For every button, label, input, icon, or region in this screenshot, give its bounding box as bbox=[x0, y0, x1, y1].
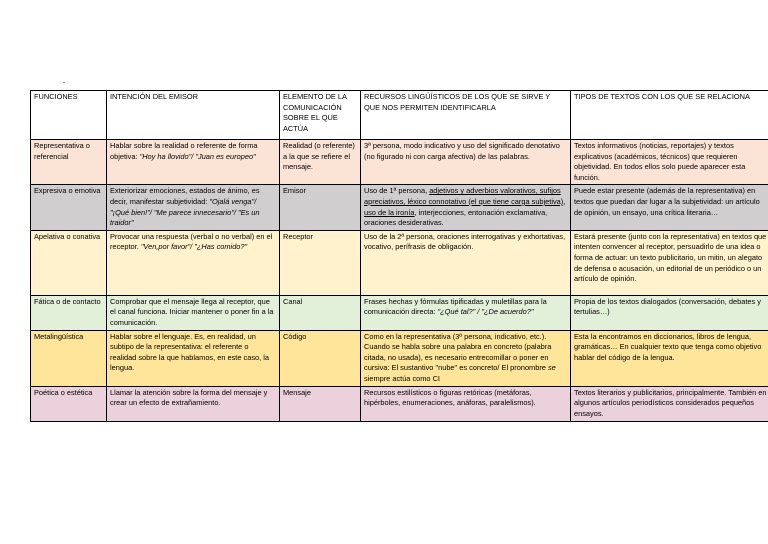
header-intencion: INTENCIÓN DEL EMISOR bbox=[107, 91, 280, 140]
text: , bbox=[563, 196, 566, 206]
stray-mark: - bbox=[63, 80, 65, 86]
cell-tipos: Esta la encontramos en diccionarios, libros de lengua, gramáticas… En cualquier texto que tenga como objetivo hablar del código de la lengua. bbox=[571, 330, 768, 386]
cell-tipos: Estará presente (junto con la representativa) en textos que intenten convencer al receptor, persuadirlo de una idea o forma de actuar: un texto publicitario, un mitin, un alegato de defensa o acusación, un editorial de un periódico o un artículo de opinión. bbox=[571, 230, 768, 295]
cell-funcion: Expresiva o emotiva bbox=[31, 185, 107, 230]
cell-recursos: Recursos estilísticos o figuras retóricas (metáforas, hipérboles, enumeraciones, anáforas, paralelismos). bbox=[361, 386, 571, 421]
cell-intencion bbox=[107, 185, 280, 230]
cell-intencion: Llamar la atención sobre la forma del mensaje y crear un efecto de extrañamiento. bbox=[107, 386, 280, 421]
table-row bbox=[31, 230, 768, 295]
table-row bbox=[31, 295, 768, 330]
cell-tipos: Textos literarios y publicitarios, principalmente. También en algunos artículos periodísticos considerados pequeños ensayos. bbox=[571, 386, 768, 421]
cell-elemento: Realidad (o referente) a la que se refiere el mensaje. bbox=[280, 140, 361, 185]
text: Uso de 1ª persona, bbox=[364, 186, 430, 196]
cell-recursos bbox=[361, 295, 571, 330]
cell-intencion: Comprobar que el mensaje llega al receptor, que el canal funciona. Iniciar mantener o poner fin a la comunicación. bbox=[107, 295, 280, 330]
communication-functions-table bbox=[30, 90, 768, 422]
cell-funcion: Apelativa o conativa bbox=[31, 230, 107, 295]
cell-recursos bbox=[361, 185, 571, 230]
cell-elemento: Mensaje bbox=[280, 386, 361, 421]
example-text: "Ven,por favor"/ "¿Has comido?" bbox=[140, 242, 248, 252]
example-text: "Ojalá venga"/ "¡Qué bien!"/ "Me parece innecesario"/ "Es un traidor" bbox=[110, 196, 260, 228]
header-recursos: RECURSOS LINGÜÍSTICOS DE LOS QUE SE SIRVE Y QUE NOS PERMITEN IDENTIFICARLA bbox=[361, 91, 571, 140]
cell-funcion: Metalingüística bbox=[31, 330, 107, 386]
cell-intencion bbox=[107, 140, 280, 185]
example-text: "¿Qué tal?" / "¿De acuerdo?" bbox=[437, 307, 534, 317]
text: Frases hechas y fórmulas tipificadas y muletillas para la comunicación directa: bbox=[364, 296, 547, 317]
underlined-text: adjetivos y adverbios valorativos, sufijos apreciativos, léxico connotativo (el que tiene carga subjetiva) bbox=[364, 186, 564, 206]
table-row bbox=[31, 386, 768, 421]
cell-recursos: Uso de la 2ª persona, oraciones interrogativas y exhortativas, vocativo, perífrasis de obligación. bbox=[361, 230, 571, 295]
underlined-text: uso de la ironía bbox=[364, 207, 415, 217]
header-funciones: FUNCIONES bbox=[31, 91, 107, 140]
cell-elemento: Canal bbox=[280, 295, 361, 330]
text: siempre actúa como CI bbox=[364, 373, 440, 383]
text: Provocar una respuesta (verbal o no verbal) en el receptor. bbox=[110, 231, 273, 252]
cell-tipos: Puede estar presente (además de la representativa) en textos que puedan dar lugar a la subjetividad: un artículo de opinión, un ensayo, una crítica literaria… bbox=[571, 185, 768, 230]
cell-elemento: Código bbox=[280, 330, 361, 386]
cell-funcion: Fática o de contacto bbox=[31, 295, 107, 330]
header-tipos: TIPOS DE TEXTOS CON LOS QUE SE RELACIONA bbox=[571, 91, 768, 140]
text: Hablar sobre la realidad o referente de forma objetiva: bbox=[110, 141, 258, 161]
cell-recursos bbox=[361, 330, 571, 386]
example-text: "Hoy ha llovido"/ "Juan es europeo" bbox=[139, 151, 256, 161]
cell-tipos: Propia de los textos dialogados (conversación, debates y tertulias…) bbox=[571, 295, 768, 330]
cell-funcion: Representativa o referencial bbox=[31, 140, 107, 185]
cell-elemento: Emisor bbox=[280, 185, 361, 230]
cell-intencion: Hablar sobre el lenguaje. Es, en realidad, un subtipo de la representativa: el referente o realidad sobre la que hablamos, en este caso, la lengua. bbox=[107, 330, 280, 386]
table-row bbox=[31, 185, 768, 230]
text: Exteriorizar emociones, estados de ánimo, es decir, manifestar subjetividad: bbox=[110, 186, 260, 206]
header-row bbox=[31, 91, 768, 140]
cell-intencion bbox=[107, 230, 280, 295]
table-row bbox=[31, 330, 768, 386]
text: , interjecciones, entonación exclamativa, oraciones desiderativas. bbox=[364, 207, 548, 228]
italic-text: se bbox=[547, 363, 556, 373]
header-elemento: ELEMENTO DE LA COMUNICACIÓN SOBRE EL QUE ACTÚA bbox=[280, 91, 361, 140]
cell-funcion: Poética o estética bbox=[31, 386, 107, 421]
cell-tipos: Textos informativos (noticias, reportajes) y textos explicativos (académicos, técnicos) que requieren objetividad. En todos ellos solo puede aparecer esta función. bbox=[571, 140, 768, 185]
text: Como en la representativa (3ª persona, indicativo, etc.). Cuando se habla sobre una palabra en concreto (palabra citada, no usada), es necesario entrecomillar o poner en cursiva: El sustantivo "nube" es concreto/ El pronombre bbox=[364, 331, 552, 373]
cell-recursos: 3ª persona, modo indicativo y uso del significado denotativo (no figurado ni con carga afectiva) de las palabras. bbox=[361, 140, 571, 185]
cell-elemento: Receptor bbox=[280, 230, 361, 295]
table-row bbox=[31, 140, 768, 185]
